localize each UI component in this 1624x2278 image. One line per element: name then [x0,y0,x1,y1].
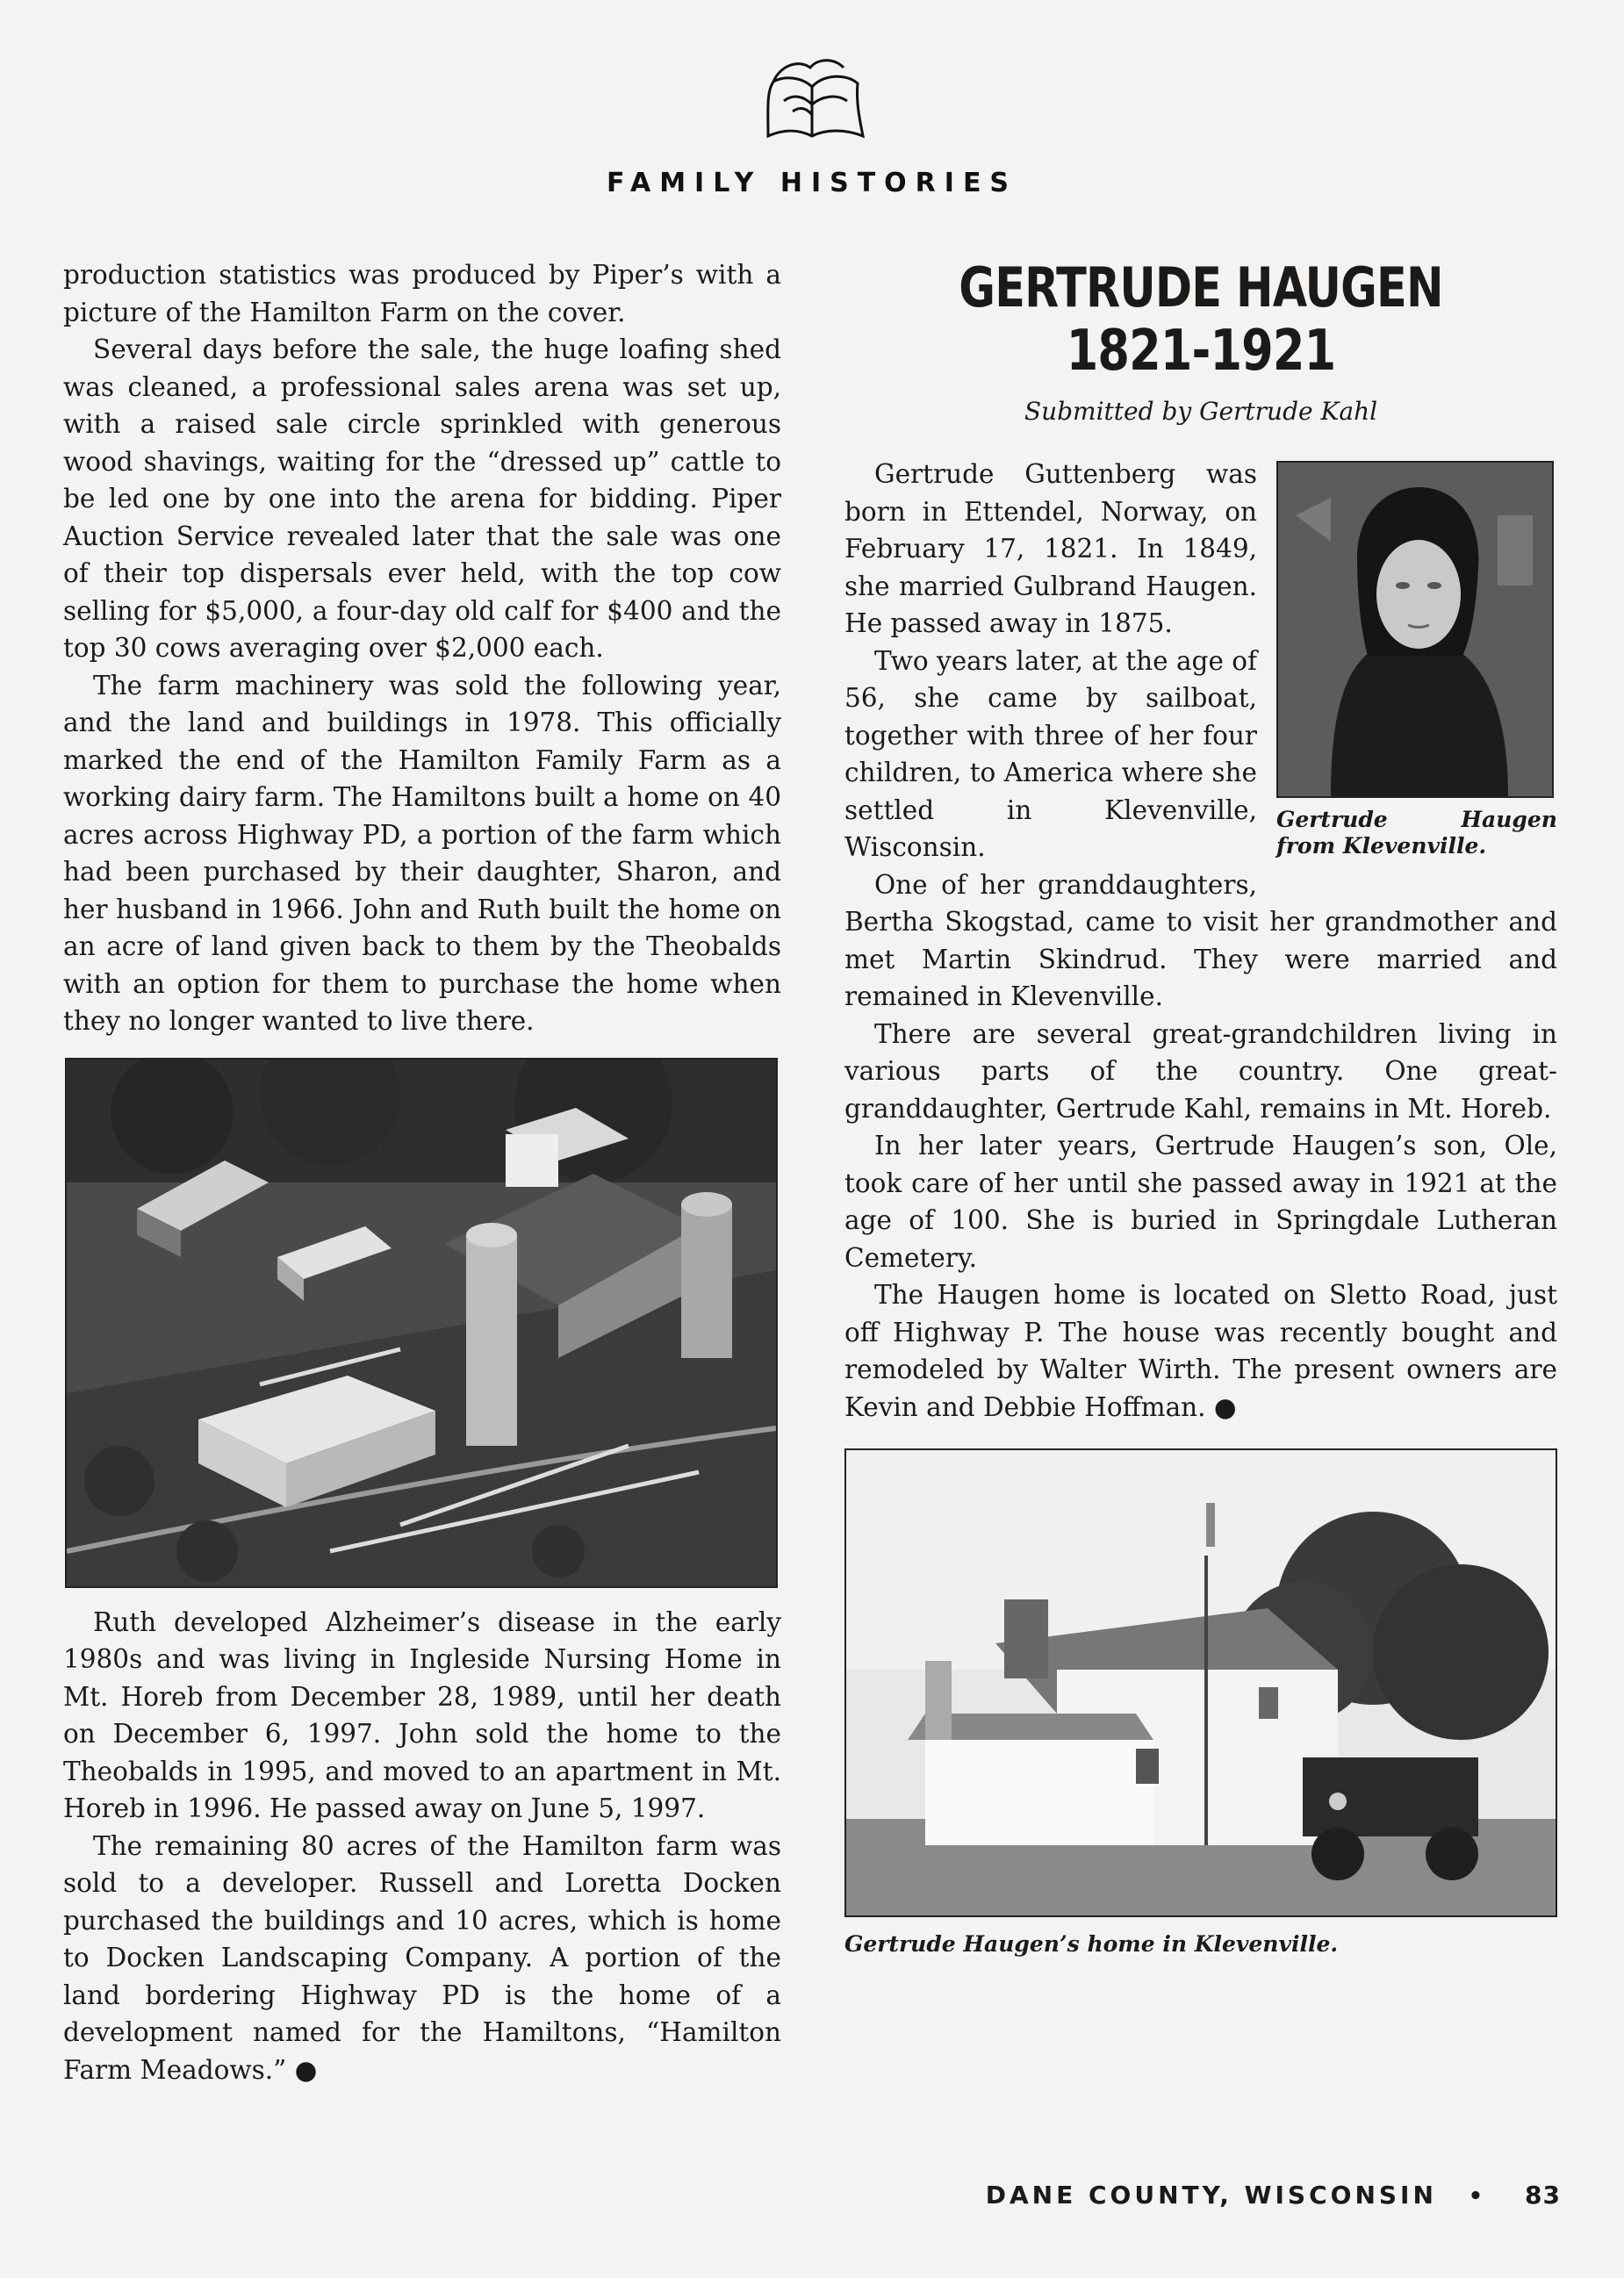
body-paragraph: Gertrude Guttenberg was born in Ettendel, Norway, on February 17, 1821. In 1849, she married Gulbrand Haugen. He passed away in 1875. [844,459,1257,638]
body-paragraph: One of her granddaughters, Bertha Skogstad, came to visit her grandmother and met Martin Skindrud. They were married and remained in Klevenville. [844,869,1557,1011]
submitted-by: Submitted by Gertrude Kahl [1024,397,1378,426]
page-number: 83 [1525,2181,1561,2210]
page-header [0,48,1624,198]
house-illustration [846,1450,1556,1915]
farm-aerial-photo [65,1058,778,1588]
body-paragraph: The remaining 80 acres of the Hamilton farm was sold to a developer. Russell and Loretta Docken purchased the buildings and 10 acres, which is home to Docken Landscaping Company. A portion of the land bordering Highway PD is the home of a development named for the Hamiltons, “Hamilton Farm Meadows.” ● [63,1830,781,2085]
body-paragraph: The Haugen home is located on Sletto Road, just off Highway P. The house was recently bought and remodeled by Walter Wirth. The present owners are Kevin and Debbie Hoffman. ● [844,1280,1557,1422]
body-paragraph: Several days before the sale, the huge loafing shed was cleaned, a professional sales arena was set up, with a raised sale circle sprinkled with generous wood shavings, waiting for the “dressed up” cattle to be led one by one into the arena for bidding. Piper Auction Service revealed later that the sale was one of their top dispersals ever held, with the top cow selling for $5,000, a four-day old calf for $400 and the top 30 cows averaging over $2,000 each. [63,334,781,663]
body-paragraph: In her later years, Gertrude Haugen’s son, Ole, took care of her until she passed away in 1921 at the age of 100. She is buried in Springdale Lutheran Cemetery. [844,1131,1557,1273]
portrait-figure [1276,461,1557,859]
body-paragraph: Two years later, at the age of 56, she came by sailboat, together with three of her four children, to America where she settled in Klevenville, Wisconsin. [844,645,1257,862]
article-title: GERTRUDE HAUGEN [959,255,1443,320]
haugen-home-photo [844,1448,1557,1917]
portrait-illustration [1278,463,1552,796]
body-paragraph: The farm machinery was sold the following year, and the land and buildings in 1978. This officially marked the end of the Hamilton Family Farm as a working dairy farm. The Hamiltons built a home on 40 acres across Highway PD, a portion of the farm which had been purchased by their daughter, Sharon, and her husband in 1966. John and Ruth built the home on an acre of land given back to them by the Theobalds with an option for them to purchase the home when they no longer wanted to live there. [63,670,781,1036]
publication-name: DANE COUNTY, WISCONSIN [985,2181,1437,2210]
portrait-caption: Gertrude Haugen from Klevenville. [1276,807,1557,859]
body-paragraph: Ruth developed Alzheimer’s disease in the early 1980s and was living in Ingleside Nursing Home in Mt. Horeb from December 28, 1989, until her death on December 6, 1997. John sold the home to the Theobalds in 1995, and moved to an apartment in Mt. Horeb in 1996. He passed away on June 5, 1997. [63,1606,781,1823]
body-paragraph: There are several great-grandchildren living in various parts of the country. One great-granddaughter, Gertrude Kahl, remains in Mt. Horeb. [844,1018,1557,1124]
section-title: FAMILY HISTORIES [606,168,1018,198]
portrait-photo [1276,461,1554,798]
right-column [844,256,1557,1958]
article-heading [844,256,1557,426]
farm-aerial-illustration [67,1060,776,1586]
book-logo-icon [742,48,882,154]
page-footer [986,2181,1561,2210]
home-caption: Gertrude Haugen’s home in Klevenville. [844,1931,1339,1957]
article-years: 1821-1921 [1066,319,1336,384]
footer-separator: • [1468,2183,1487,2210]
body-paragraph: production statistics was produced by Piper’s with a picture of the Hamilton Farm on the cover. [63,260,781,327]
left-column [63,256,781,2088]
